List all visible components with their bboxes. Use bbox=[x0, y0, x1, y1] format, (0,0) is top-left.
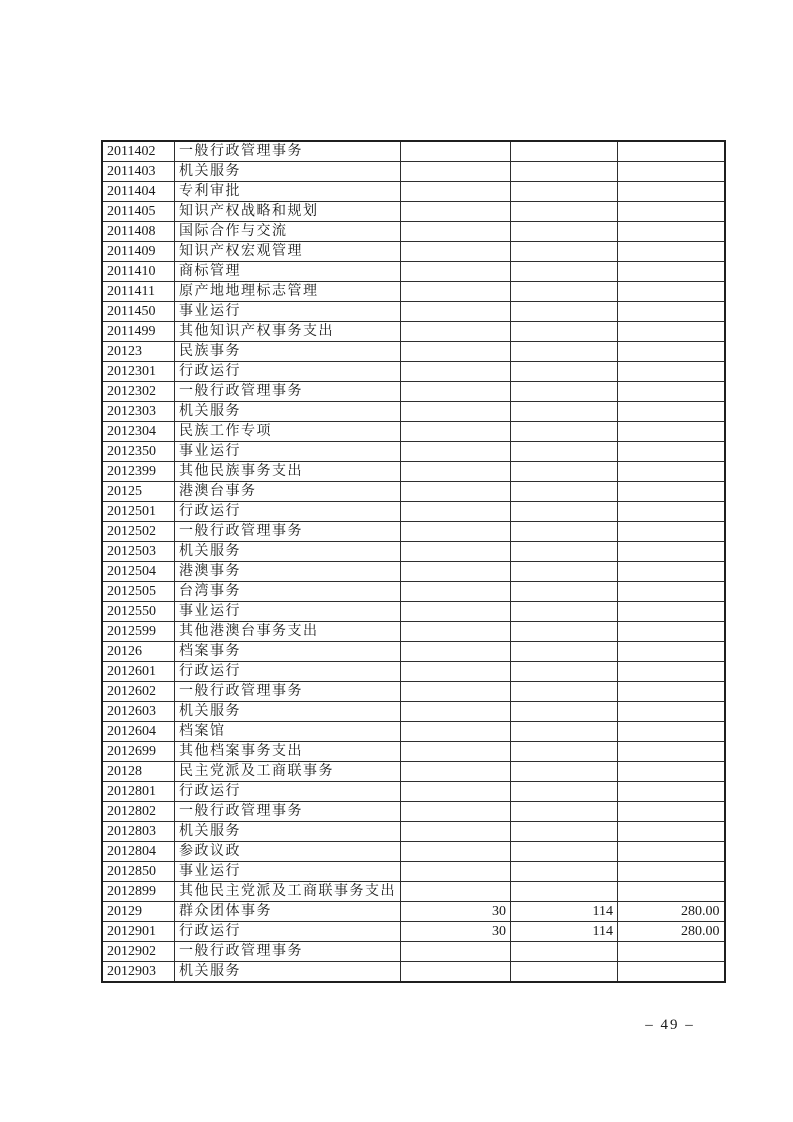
row-code: 20128 bbox=[102, 762, 175, 782]
table-row bbox=[102, 182, 725, 202]
row-name: 一般行政管理事务 bbox=[175, 382, 401, 402]
row-value-col1 bbox=[401, 141, 511, 162]
row-value-col3 bbox=[618, 182, 725, 202]
table-row bbox=[102, 462, 725, 482]
row-value-col1 bbox=[401, 782, 511, 802]
table-row bbox=[102, 882, 725, 902]
table-row bbox=[102, 722, 725, 742]
row-value-col3 bbox=[618, 222, 725, 242]
page-number: – 49 – bbox=[645, 1017, 695, 1033]
row-value-col2 bbox=[511, 602, 618, 622]
row-value-col1: 30 bbox=[401, 922, 511, 942]
row-name: 民主党派及工商联事务 bbox=[175, 762, 401, 782]
row-name: 一般行政管理事务 bbox=[175, 141, 401, 162]
row-value-col1 bbox=[401, 662, 511, 682]
row-value-col3 bbox=[618, 522, 725, 542]
row-value-col3 bbox=[618, 322, 725, 342]
row-value-col1 bbox=[401, 342, 511, 362]
table-row bbox=[102, 582, 725, 602]
row-name: 事业运行 bbox=[175, 602, 401, 622]
row-code: 2012301 bbox=[102, 362, 175, 382]
row-value-col1 bbox=[401, 222, 511, 242]
row-value-col3 bbox=[618, 362, 725, 382]
table-row bbox=[102, 442, 725, 462]
row-value-col1 bbox=[401, 882, 511, 902]
row-value-col3 bbox=[618, 542, 725, 562]
row-code: 2012350 bbox=[102, 442, 175, 462]
row-value-col1 bbox=[401, 502, 511, 522]
row-value-col3 bbox=[618, 502, 725, 522]
row-value-col2 bbox=[511, 802, 618, 822]
row-code: 2011408 bbox=[102, 222, 175, 242]
table-row bbox=[102, 742, 725, 762]
row-value-col3 bbox=[618, 802, 725, 822]
row-name: 一般行政管理事务 bbox=[175, 802, 401, 822]
row-name: 一般行政管理事务 bbox=[175, 682, 401, 702]
table-row bbox=[102, 662, 725, 682]
table-row bbox=[102, 422, 725, 442]
row-code: 2012304 bbox=[102, 422, 175, 442]
table-row bbox=[102, 942, 725, 962]
table-row bbox=[102, 362, 725, 382]
row-value-col3 bbox=[618, 742, 725, 762]
row-code: 2012803 bbox=[102, 822, 175, 842]
row-value-col2 bbox=[511, 742, 618, 762]
table-row bbox=[102, 402, 725, 422]
row-name: 行政运行 bbox=[175, 362, 401, 382]
table-row bbox=[102, 382, 725, 402]
row-code: 2011411 bbox=[102, 282, 175, 302]
row-value-col3 bbox=[618, 442, 725, 462]
row-value-col1 bbox=[401, 522, 511, 542]
row-value-col2 bbox=[511, 222, 618, 242]
row-value-col2 bbox=[511, 502, 618, 522]
row-value-col3 bbox=[618, 382, 725, 402]
table-row bbox=[102, 802, 725, 822]
row-value-col2 bbox=[511, 882, 618, 902]
row-name: 其他民主党派及工商联事务支出 bbox=[175, 882, 401, 902]
row-name: 行政运行 bbox=[175, 782, 401, 802]
row-name: 其他港澳台事务支出 bbox=[175, 622, 401, 642]
row-code: 2012902 bbox=[102, 942, 175, 962]
row-value-col2 bbox=[511, 622, 618, 642]
row-code: 2011402 bbox=[102, 141, 175, 162]
table-row bbox=[102, 262, 725, 282]
row-value-col2 bbox=[511, 582, 618, 602]
row-value-col3 bbox=[618, 202, 725, 222]
row-value-col2 bbox=[511, 462, 618, 482]
row-value-col2 bbox=[511, 522, 618, 542]
row-name: 原产地地理标志管理 bbox=[175, 282, 401, 302]
row-value-col3 bbox=[618, 422, 725, 442]
row-value-col3 bbox=[618, 162, 725, 182]
row-value-col2 bbox=[511, 862, 618, 882]
row-value-col1 bbox=[401, 382, 511, 402]
row-value-col3 bbox=[618, 242, 725, 262]
row-value-col1: 30 bbox=[401, 902, 511, 922]
table-row bbox=[102, 342, 725, 362]
row-name: 国际合作与交流 bbox=[175, 222, 401, 242]
row-value-col2 bbox=[511, 322, 618, 342]
row-name: 专利审批 bbox=[175, 182, 401, 202]
row-name: 参政议政 bbox=[175, 842, 401, 862]
row-code: 2012503 bbox=[102, 542, 175, 562]
row-value-col1 bbox=[401, 582, 511, 602]
row-value-col2 bbox=[511, 342, 618, 362]
row-code: 2012603 bbox=[102, 702, 175, 722]
row-value-col2 bbox=[511, 362, 618, 382]
row-code: 20129 bbox=[102, 902, 175, 922]
row-code: 2012302 bbox=[102, 382, 175, 402]
row-value-col3 bbox=[618, 642, 725, 662]
row-name: 民族工作专项 bbox=[175, 422, 401, 442]
row-value-col2 bbox=[511, 422, 618, 442]
row-name: 行政运行 bbox=[175, 502, 401, 522]
table-row bbox=[102, 622, 725, 642]
row-value-col3 bbox=[618, 562, 725, 582]
row-value-col3 bbox=[618, 822, 725, 842]
row-value-col1 bbox=[401, 202, 511, 222]
row-value-col3: 280.00 bbox=[618, 902, 725, 922]
row-code: 2012550 bbox=[102, 602, 175, 622]
row-code: 2012604 bbox=[102, 722, 175, 742]
row-value-col3 bbox=[618, 962, 725, 983]
row-value-col1 bbox=[401, 422, 511, 442]
table-row bbox=[102, 522, 725, 542]
row-value-col1 bbox=[401, 282, 511, 302]
row-value-col3 bbox=[618, 282, 725, 302]
table-row bbox=[102, 962, 725, 983]
table-row bbox=[102, 502, 725, 522]
row-name: 台湾事务 bbox=[175, 582, 401, 602]
row-name: 港澳台事务 bbox=[175, 482, 401, 502]
table-row bbox=[102, 302, 725, 322]
row-value-col1 bbox=[401, 302, 511, 322]
row-code: 2012502 bbox=[102, 522, 175, 542]
row-value-col3 bbox=[618, 141, 725, 162]
row-value-col1 bbox=[401, 762, 511, 782]
row-code: 2011409 bbox=[102, 242, 175, 262]
row-name: 行政运行 bbox=[175, 662, 401, 682]
row-code: 2012602 bbox=[102, 682, 175, 702]
row-value-col3 bbox=[618, 702, 725, 722]
row-value-col3 bbox=[618, 722, 725, 742]
row-value-col1 bbox=[401, 262, 511, 282]
row-name: 其他知识产权事务支出 bbox=[175, 322, 401, 342]
row-name: 机关服务 bbox=[175, 702, 401, 722]
row-value-col1 bbox=[401, 562, 511, 582]
row-value-col2 bbox=[511, 682, 618, 702]
row-value-col2 bbox=[511, 762, 618, 782]
row-value-col3 bbox=[618, 482, 725, 502]
table-row bbox=[102, 562, 725, 582]
row-name: 群众团体事务 bbox=[175, 902, 401, 922]
row-code: 2012903 bbox=[102, 962, 175, 983]
row-value-col1 bbox=[401, 642, 511, 662]
row-value-col3 bbox=[618, 882, 725, 902]
table-row bbox=[102, 542, 725, 562]
row-value-col1 bbox=[401, 602, 511, 622]
row-value-col1 bbox=[401, 622, 511, 642]
table-row bbox=[102, 202, 725, 222]
row-value-col2 bbox=[511, 242, 618, 262]
row-value-col2 bbox=[511, 202, 618, 222]
row-code: 2012399 bbox=[102, 462, 175, 482]
row-code: 2012801 bbox=[102, 782, 175, 802]
row-value-col2 bbox=[511, 262, 618, 282]
row-value-col1 bbox=[401, 722, 511, 742]
row-value-col1 bbox=[401, 362, 511, 382]
row-value-col1 bbox=[401, 802, 511, 822]
row-value-col2 bbox=[511, 482, 618, 502]
row-name: 档案馆 bbox=[175, 722, 401, 742]
table-row bbox=[102, 682, 725, 702]
row-value-col1 bbox=[401, 842, 511, 862]
row-value-col2 bbox=[511, 722, 618, 742]
row-code: 2012501 bbox=[102, 502, 175, 522]
row-value-col2 bbox=[511, 141, 618, 162]
row-code: 2012505 bbox=[102, 582, 175, 602]
row-value-col3 bbox=[618, 942, 725, 962]
row-code: 20125 bbox=[102, 482, 175, 502]
row-code: 20126 bbox=[102, 642, 175, 662]
row-code: 2011410 bbox=[102, 262, 175, 282]
row-code: 2012504 bbox=[102, 562, 175, 582]
row-name: 事业运行 bbox=[175, 302, 401, 322]
row-code: 2011450 bbox=[102, 302, 175, 322]
row-value-col3 bbox=[618, 342, 725, 362]
row-value-col1 bbox=[401, 682, 511, 702]
row-code: 2012802 bbox=[102, 802, 175, 822]
row-name: 商标管理 bbox=[175, 262, 401, 282]
row-name: 事业运行 bbox=[175, 862, 401, 882]
row-code: 2012901 bbox=[102, 922, 175, 942]
table-row bbox=[102, 842, 725, 862]
row-value-col1 bbox=[401, 822, 511, 842]
table-row bbox=[102, 242, 725, 262]
budget-table bbox=[101, 140, 726, 983]
row-value-col3 bbox=[618, 302, 725, 322]
row-value-col2 bbox=[511, 942, 618, 962]
row-value-col3: 280.00 bbox=[618, 922, 725, 942]
row-value-col1 bbox=[401, 482, 511, 502]
row-value-col3 bbox=[618, 602, 725, 622]
row-value-col1 bbox=[401, 442, 511, 462]
row-code: 2012303 bbox=[102, 402, 175, 422]
row-value-col1 bbox=[401, 402, 511, 422]
budget-table-body bbox=[102, 141, 725, 982]
row-value-col3 bbox=[618, 262, 725, 282]
table-row bbox=[102, 602, 725, 622]
row-name: 知识产权战略和规划 bbox=[175, 202, 401, 222]
row-value-col2 bbox=[511, 962, 618, 983]
row-value-col2 bbox=[511, 822, 618, 842]
table-row bbox=[102, 642, 725, 662]
row-value-col1 bbox=[401, 962, 511, 983]
table-row bbox=[102, 782, 725, 802]
table-row bbox=[102, 922, 725, 942]
row-code: 2012850 bbox=[102, 862, 175, 882]
row-name: 机关服务 bbox=[175, 162, 401, 182]
row-code: 2012601 bbox=[102, 662, 175, 682]
table-row bbox=[102, 322, 725, 342]
row-value-col2: 114 bbox=[511, 902, 618, 922]
row-code: 2011405 bbox=[102, 202, 175, 222]
row-name: 一般行政管理事务 bbox=[175, 942, 401, 962]
row-name: 机关服务 bbox=[175, 822, 401, 842]
row-value-col3 bbox=[618, 762, 725, 782]
row-value-col2 bbox=[511, 662, 618, 682]
row-value-col1 bbox=[401, 702, 511, 722]
table-row bbox=[102, 902, 725, 922]
row-value-col1 bbox=[401, 462, 511, 482]
row-value-col1 bbox=[401, 162, 511, 182]
row-name: 一般行政管理事务 bbox=[175, 522, 401, 542]
table-row bbox=[102, 222, 725, 242]
row-value-col1 bbox=[401, 542, 511, 562]
row-name: 知识产权宏观管理 bbox=[175, 242, 401, 262]
row-name: 行政运行 bbox=[175, 922, 401, 942]
row-code: 2012899 bbox=[102, 882, 175, 902]
row-value-col2 bbox=[511, 162, 618, 182]
table-row bbox=[102, 822, 725, 842]
row-name: 其他民族事务支出 bbox=[175, 462, 401, 482]
row-value-col2 bbox=[511, 302, 618, 322]
row-value-col2 bbox=[511, 402, 618, 422]
table-row bbox=[102, 162, 725, 182]
table-row bbox=[102, 482, 725, 502]
row-code: 20123 bbox=[102, 342, 175, 362]
row-code: 2011499 bbox=[102, 322, 175, 342]
row-value-col2 bbox=[511, 542, 618, 562]
table-row bbox=[102, 282, 725, 302]
row-value-col3 bbox=[618, 662, 725, 682]
row-value-col3 bbox=[618, 842, 725, 862]
row-value-col2 bbox=[511, 382, 618, 402]
row-value-col3 bbox=[618, 582, 725, 602]
row-name: 机关服务 bbox=[175, 962, 401, 983]
row-code: 2011404 bbox=[102, 182, 175, 202]
row-value-col2 bbox=[511, 702, 618, 722]
row-value-col3 bbox=[618, 462, 725, 482]
row-value-col3 bbox=[618, 402, 725, 422]
row-value-col1 bbox=[401, 862, 511, 882]
row-value-col2 bbox=[511, 782, 618, 802]
row-value-col2 bbox=[511, 182, 618, 202]
row-value-col3 bbox=[618, 782, 725, 802]
row-name: 事业运行 bbox=[175, 442, 401, 462]
row-value-col2: 114 bbox=[511, 922, 618, 942]
row-value-col2 bbox=[511, 842, 618, 862]
row-value-col2 bbox=[511, 642, 618, 662]
row-name: 港澳事务 bbox=[175, 562, 401, 582]
row-value-col3 bbox=[618, 862, 725, 882]
row-value-col1 bbox=[401, 242, 511, 262]
row-value-col1 bbox=[401, 182, 511, 202]
row-code: 2011403 bbox=[102, 162, 175, 182]
table-row bbox=[102, 762, 725, 782]
row-name: 民族事务 bbox=[175, 342, 401, 362]
row-value-col2 bbox=[511, 562, 618, 582]
row-code: 2012699 bbox=[102, 742, 175, 762]
table-row bbox=[102, 862, 725, 882]
row-value-col1 bbox=[401, 742, 511, 762]
row-code: 2012599 bbox=[102, 622, 175, 642]
row-name: 机关服务 bbox=[175, 402, 401, 422]
row-name: 其他档案事务支出 bbox=[175, 742, 401, 762]
row-name: 机关服务 bbox=[175, 542, 401, 562]
row-value-col1 bbox=[401, 322, 511, 342]
row-name: 档案事务 bbox=[175, 642, 401, 662]
table-row bbox=[102, 702, 725, 722]
row-value-col3 bbox=[618, 682, 725, 702]
row-code: 2012804 bbox=[102, 842, 175, 862]
row-value-col3 bbox=[618, 622, 725, 642]
row-value-col1 bbox=[401, 942, 511, 962]
row-value-col2 bbox=[511, 282, 618, 302]
row-value-col2 bbox=[511, 442, 618, 462]
table-row bbox=[102, 141, 725, 162]
